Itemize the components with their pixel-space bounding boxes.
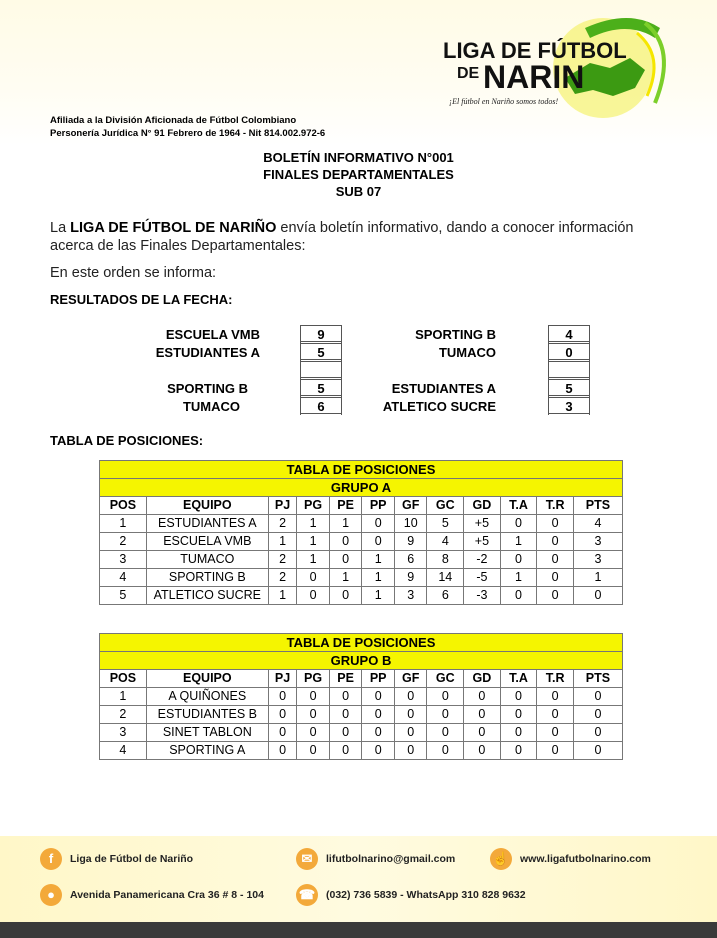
table-cell: 2	[268, 515, 296, 533]
table-cell: 2	[268, 569, 296, 587]
table-cell: 0	[329, 587, 362, 605]
result-team: ESTUDIANTES A	[155, 345, 260, 360]
table-cell: 0	[573, 742, 622, 760]
table-cell: 1	[329, 569, 362, 587]
table-header-row	[100, 497, 623, 515]
table-cell: 0	[500, 688, 537, 706]
result-team: ESTUDIANTES A	[391, 381, 496, 396]
table-cell: 0	[427, 724, 464, 742]
column-header: POS	[100, 670, 147, 688]
table-group-row	[100, 652, 623, 670]
table-cell: 0	[573, 587, 622, 605]
table-title: TABLA DE POSICIONES	[100, 461, 623, 479]
bulletin-category: SUB 07	[335, 184, 382, 199]
standings-table-group-a	[99, 460, 623, 605]
table-cell: 9	[394, 569, 427, 587]
table-cell: 0	[297, 724, 330, 742]
table-cell: 4	[100, 742, 147, 760]
table-cell: 2	[268, 551, 296, 569]
table-cell: 0	[362, 742, 395, 760]
table-group-title: GRUPO A	[100, 479, 623, 497]
table-cell: SINET TABLON	[146, 724, 268, 742]
column-header: PTS	[573, 497, 622, 515]
table-cell: 2	[100, 533, 147, 551]
table-row	[100, 533, 623, 551]
table-cell: 0	[537, 551, 574, 569]
footer-facebook[interactable]: Liga de Fútbol de Nariño	[70, 853, 194, 865]
table-cell: ESTUDIANTES B	[146, 706, 268, 724]
table-cell: 5	[427, 515, 464, 533]
logo-de: DE	[457, 65, 480, 82]
table-row	[100, 515, 623, 533]
footer-website[interactable]: www.ligafutbolnarino.com	[520, 853, 651, 865]
table-cell: 3	[573, 533, 622, 551]
table-cell: 4	[100, 569, 147, 587]
table-header-row	[100, 670, 623, 688]
table-cell: 0	[500, 515, 537, 533]
table-cell: 1	[329, 515, 362, 533]
table-cell: 0	[329, 551, 362, 569]
table-cell: 0	[573, 706, 622, 724]
table-cell: 0	[268, 724, 296, 742]
table-cell: 4	[427, 533, 464, 551]
result-score: 4	[548, 325, 590, 342]
table-cell: 0	[427, 742, 464, 760]
table-cell: 0	[464, 688, 501, 706]
result-team: SPORTING B	[415, 327, 496, 342]
column-header: T.A	[500, 670, 537, 688]
table-cell: 10	[394, 515, 427, 533]
column-header: GD	[464, 670, 501, 688]
table-cell: 1	[362, 551, 395, 569]
result-team: ESCUELA VMB	[165, 327, 260, 342]
column-header: PG	[297, 497, 330, 515]
table-cell: 0	[297, 587, 330, 605]
table-cell: 8	[427, 551, 464, 569]
table-cell: 0	[268, 742, 296, 760]
result-team: SPORTING B	[167, 381, 248, 396]
table-cell: 0	[500, 551, 537, 569]
table-cell: 6	[394, 551, 427, 569]
table-row	[100, 569, 623, 587]
footer-email[interactable]: lifutbolnarino@gmail.com	[326, 853, 456, 865]
table-cell: 0	[394, 742, 427, 760]
table-cell: 1	[100, 688, 147, 706]
column-header: PJ	[268, 670, 296, 688]
intro-text: envía boletín informativo, dando a conocer información acerca de las Finales Departamentales:	[50, 220, 634, 254]
result-score-spacer	[300, 361, 342, 378]
league-logo	[415, 8, 680, 118]
logo-narin: NARIN	[483, 59, 585, 95]
result-team: TUMACO	[182, 399, 240, 414]
footer-bottom-bar	[0, 922, 717, 938]
mail-icon: ✉	[296, 848, 318, 870]
table-cell: 0	[427, 688, 464, 706]
table-row	[100, 706, 623, 724]
logo-line1: LIGA DE FÚTBOL	[443, 38, 627, 63]
column-header: T.R	[537, 497, 574, 515]
table-cell: 0	[537, 706, 574, 724]
table-cell: 9	[394, 533, 427, 551]
table-cell: 4	[573, 515, 622, 533]
result-team: TUMACO	[438, 345, 496, 360]
table-cell: 1	[362, 569, 395, 587]
table-group-row	[100, 479, 623, 497]
column-header: PJ	[268, 497, 296, 515]
column-header: GF	[394, 670, 427, 688]
bulletin-subtitle: FINALES DEPARTAMENTALES	[263, 167, 454, 182]
table-cell: +5	[464, 515, 501, 533]
table-cell: 1	[500, 569, 537, 587]
table-cell: -2	[464, 551, 501, 569]
facebook-icon: f	[40, 848, 62, 870]
table-cell: 3	[394, 587, 427, 605]
table-cell: 0	[464, 724, 501, 742]
table-cell: 0	[297, 742, 330, 760]
table-cell: 0	[268, 688, 296, 706]
table-cell: 14	[427, 569, 464, 587]
table-cell: 1	[500, 533, 537, 551]
table-cell: 0	[537, 742, 574, 760]
logo-tagline: ¡El fútbol en Nariño somos todos!	[449, 97, 559, 106]
table-cell: 3	[100, 551, 147, 569]
intro-paragraph	[50, 219, 672, 255]
column-header: PG	[297, 670, 330, 688]
table-cell: A QUIÑONES	[146, 688, 268, 706]
intro-org-name: LIGA DE FÚTBOL DE NARIÑO	[70, 220, 277, 236]
table-cell: 0	[329, 742, 362, 760]
result-score-spacer	[548, 361, 590, 378]
table-cell: 1	[573, 569, 622, 587]
order-text: En este orden se informa:	[50, 265, 217, 281]
table-cell: 0	[537, 533, 574, 551]
table-cell: SPORTING A	[146, 742, 268, 760]
table-cell: 0	[362, 533, 395, 551]
column-header: EQUIPO	[146, 497, 268, 515]
table-cell: 0	[537, 724, 574, 742]
table-cell: 1	[297, 515, 330, 533]
column-header: PP	[362, 670, 395, 688]
table-cell: 0	[573, 724, 622, 742]
column-header: POS	[100, 497, 147, 515]
table-cell: 1	[297, 533, 330, 551]
column-header: GC	[427, 497, 464, 515]
table-cell: ATLETICO SUCRE	[146, 587, 268, 605]
table-cell: 0	[500, 742, 537, 760]
table-title-row	[100, 634, 623, 652]
table-cell: 0	[362, 515, 395, 533]
intro-prefix: La	[50, 220, 71, 236]
table-cell: 0	[297, 706, 330, 724]
footer-phone: (032) 736 5839 - WhatsApp 310 828 9632	[326, 889, 526, 901]
standings-table-group-b	[99, 633, 623, 760]
result-score: 5	[300, 343, 342, 360]
result-score: 5	[548, 379, 590, 396]
table-cell: 0	[394, 706, 427, 724]
result-score: 9	[300, 325, 342, 342]
table-cell: 0	[329, 533, 362, 551]
table-cell: 0	[464, 742, 501, 760]
table-cell: 3	[100, 724, 147, 742]
table-cell: 0	[297, 569, 330, 587]
table-cell: 0	[537, 569, 574, 587]
table-row	[100, 742, 623, 760]
table-cell: 0	[537, 515, 574, 533]
table-cell: 0	[427, 706, 464, 724]
table-cell: 0	[500, 706, 537, 724]
table-cell: 0	[537, 587, 574, 605]
table-cell: 0	[537, 688, 574, 706]
table-title: TABLA DE POSICIONES	[100, 634, 623, 652]
column-header: GF	[394, 497, 427, 515]
table-cell: 1	[297, 551, 330, 569]
standings-heading: TABLA DE POSICIONES:	[50, 433, 204, 448]
table-cell: ESCUELA VMB	[146, 533, 268, 551]
column-header: GC	[427, 670, 464, 688]
bulletin-title: BOLETÍN INFORMATIVO N°001	[263, 150, 454, 165]
column-header: T.A	[500, 497, 537, 515]
table-cell: 0	[500, 724, 537, 742]
table-cell: 3	[573, 551, 622, 569]
column-header: PE	[329, 670, 362, 688]
table-cell: 0	[329, 706, 362, 724]
table-row	[100, 724, 623, 742]
table-cell: 0	[464, 706, 501, 724]
table-cell: 1	[362, 587, 395, 605]
result-score: 6	[300, 397, 342, 414]
table-title-row	[100, 461, 623, 479]
table-group-title: GRUPO B	[100, 652, 623, 670]
footer-address: Avenida Panamericana Cra 36 # 8 - 104	[70, 889, 264, 901]
affiliation-line-2: Personería Jurídica N° 91 Febrero de 1964 - Nit 814.002.972-6	[50, 128, 326, 139]
table-cell: 1	[268, 587, 296, 605]
table-row	[100, 688, 623, 706]
result-score: 0	[548, 343, 590, 360]
column-header: PTS	[573, 670, 622, 688]
table-cell: 0	[268, 706, 296, 724]
bulletin-title-block	[0, 149, 717, 200]
table-cell: -3	[464, 587, 501, 605]
result-score: 5	[300, 379, 342, 396]
table-cell: 1	[100, 515, 147, 533]
result-team: ATLETICO SUCRE	[382, 399, 496, 414]
table-cell: 2	[100, 706, 147, 724]
table-cell: +5	[464, 533, 501, 551]
affiliation-info	[50, 114, 325, 140]
phone-icon: ☎	[296, 884, 318, 906]
table-cell: TUMACO	[146, 551, 268, 569]
table-cell: 0	[362, 724, 395, 742]
affiliation-line-1: Afiliada a la División Aficionada de Fútbol Colombiano	[50, 115, 297, 126]
table-row	[100, 551, 623, 569]
table-cell: 0	[394, 688, 427, 706]
table-cell: 0	[394, 724, 427, 742]
table-cell: 0	[362, 706, 395, 724]
table-cell: 5	[100, 587, 147, 605]
table-cell: 0	[329, 688, 362, 706]
results-heading: RESULTADOS DE LA FECHA:	[50, 292, 233, 307]
location-pin-icon: ●	[40, 884, 62, 906]
table-cell: 0	[573, 688, 622, 706]
column-header: EQUIPO	[146, 670, 268, 688]
footer	[0, 836, 717, 922]
table-cell: 0	[362, 688, 395, 706]
column-header: PP	[362, 497, 395, 515]
table-cell: ESTUDIANTES A	[146, 515, 268, 533]
result-score: 3	[548, 397, 590, 414]
table-cell: 1	[268, 533, 296, 551]
table-cell: 0	[329, 724, 362, 742]
table-cell: 6	[427, 587, 464, 605]
column-header: PE	[329, 497, 362, 515]
column-header: GD	[464, 497, 501, 515]
table-cell: -5	[464, 569, 501, 587]
table-cell: SPORTING B	[146, 569, 268, 587]
column-header: T.R	[537, 670, 574, 688]
pointer-hand-icon: ☝	[490, 848, 512, 870]
table-cell: 0	[500, 587, 537, 605]
table-row	[100, 587, 623, 605]
table-cell: 0	[297, 688, 330, 706]
